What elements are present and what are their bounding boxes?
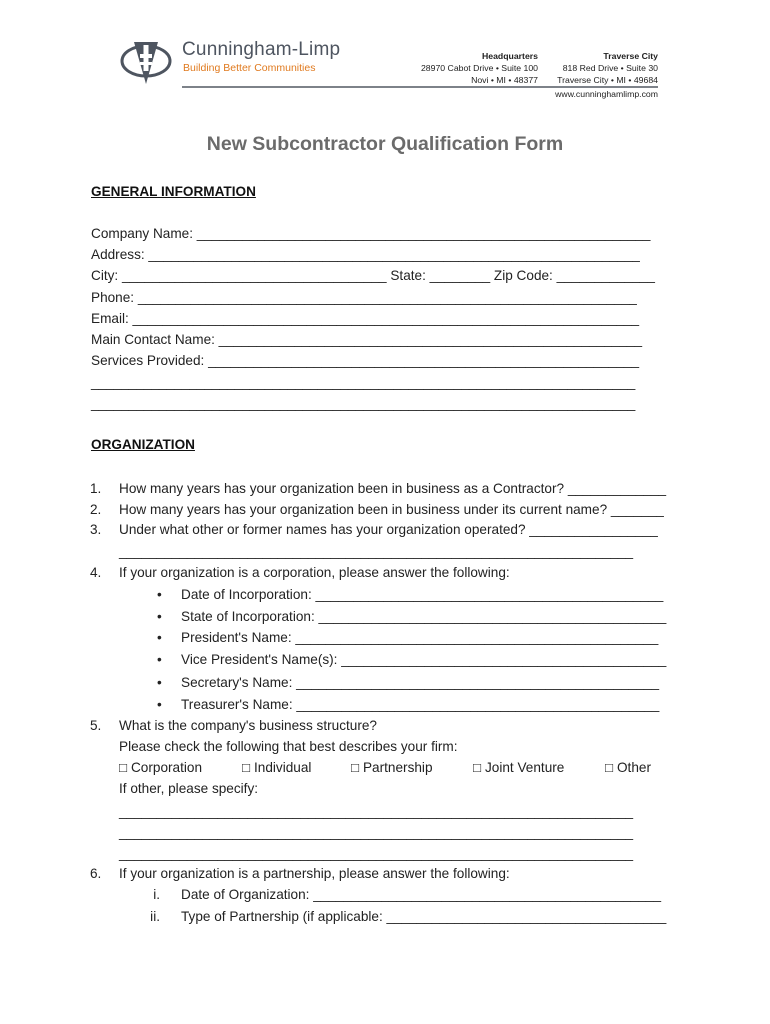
bullet: •	[157, 587, 162, 602]
president-name-field[interactable]: President's Name: ________________________________________________	[181, 630, 659, 645]
company-name: Cunningham-Limp	[182, 39, 341, 60]
organization-heading: ORGANIZATION	[91, 437, 195, 452]
email-field[interactable]: Email: ___________________________________________________________________	[91, 311, 640, 326]
company-name-field[interactable]: Company Name: ____________________________________________________________	[91, 226, 651, 241]
website-link[interactable]: www.cunninghamlimp.com	[555, 89, 658, 99]
question-number: 5.	[90, 718, 102, 733]
bullet: •	[157, 675, 162, 690]
headquarters-line1: 28970 Cabot Drive • Suite 100	[420, 63, 538, 73]
form-title: New Subcontractor Qualification Form	[206, 133, 564, 155]
headquarters-title: Headquarters	[481, 51, 538, 61]
question-years-contractor[interactable]: How many years has your organization been in business as a Contractor? _____________	[119, 481, 667, 496]
bullet: •	[157, 630, 162, 645]
question-number: 6.	[90, 866, 102, 881]
question-number: 1.	[90, 481, 102, 496]
headquarters-address	[388, 50, 538, 86]
roman-numeral: i.	[153, 887, 160, 902]
headquarters-line2: Novi • MI • 48377	[471, 75, 538, 85]
checkbox-other[interactable]: □ Other	[605, 760, 651, 775]
other-specify-label: If other, please specify:	[119, 781, 259, 796]
company-tagline: Building Better Communities	[183, 62, 316, 74]
question-corporation: If your organization is a corporation, please answer the following:	[119, 565, 510, 580]
bullet: •	[157, 652, 162, 667]
vice-president-name-field[interactable]: Vice President's Name(s): ___________________________________________	[181, 652, 667, 667]
traverse-city-address	[538, 50, 658, 86]
other-specify-blank-line[interactable]: ____________________________________________________________________	[119, 825, 634, 840]
question-number: 3.	[90, 522, 102, 537]
date-of-incorporation-field[interactable]: Date of Incorporation: ______________________________________________	[181, 587, 664, 602]
traverse-city-line2: Traverse City • MI • 49684	[557, 75, 658, 85]
bullet: •	[157, 697, 162, 712]
question-former-names[interactable]: Under what other or former names has your organization operated? _________________	[119, 522, 658, 537]
treasurer-name-field[interactable]: Treasurer's Name: ________________________________________________	[181, 697, 660, 712]
checkbox-individual[interactable]: □ Individual	[242, 760, 312, 775]
question-number: 4.	[90, 565, 102, 580]
address-field[interactable]: Address: _________________________________________________________________	[91, 247, 640, 262]
question-business-structure: What is the company's business structure?	[119, 718, 377, 733]
phone-field[interactable]: Phone: __________________________________________________________________	[91, 290, 637, 305]
services-blank-line[interactable]: ________________________________________________________________________	[91, 396, 636, 411]
general-information-heading: GENERAL INFORMATION	[91, 184, 256, 199]
city-state-zip-field[interactable]: City: ___________________________________ State: ________ Zip Code: _____________	[91, 268, 655, 283]
secretary-name-field[interactable]: Secretary's Name: ________________________________________________	[181, 675, 660, 690]
question-partnership: If your organization is a partnership, please answer the following:	[119, 866, 510, 881]
other-specify-blank-line[interactable]: ____________________________________________________________________	[119, 804, 634, 819]
checkbox-partnership[interactable]: □ Partnership	[351, 760, 433, 775]
traverse-city-line1: 818 Red Drive • Suite 30	[562, 63, 658, 73]
bullet: •	[157, 609, 162, 624]
checkbox-joint-venture[interactable]: □ Joint Venture	[473, 760, 565, 775]
checkbox-corporation[interactable]: □ Corporation	[119, 760, 203, 775]
date-of-organization-field[interactable]: Date of Organization: ______________________________________________	[181, 887, 662, 902]
services-provided-field[interactable]: Services Provided: _________________________________________________________	[91, 353, 640, 368]
traverse-city-title: Traverse City	[603, 51, 658, 61]
roman-numeral: ii.	[150, 909, 160, 924]
business-structure-instruction: Please check the following that best describes your firm:	[119, 739, 458, 754]
header-divider	[182, 86, 658, 88]
other-specify-blank-line[interactable]: ____________________________________________________________________	[119, 846, 634, 861]
main-contact-field[interactable]: Main Contact Name: ________________________________________________________	[91, 332, 643, 347]
question-number: 2.	[90, 502, 102, 517]
former-names-blank-line[interactable]: ____________________________________________________________________	[119, 544, 634, 559]
type-of-partnership-field[interactable]: Type of Partnership (if applicable: _____________________________________	[181, 909, 667, 924]
question-years-current-name[interactable]: How many years has your organization been in business under its current name? _______	[119, 502, 664, 517]
company-logo	[120, 36, 172, 86]
state-of-incorporation-field[interactable]: State of Incorporation: ______________________________________________	[181, 609, 667, 624]
services-blank-line[interactable]: ________________________________________________________________________	[91, 375, 636, 390]
